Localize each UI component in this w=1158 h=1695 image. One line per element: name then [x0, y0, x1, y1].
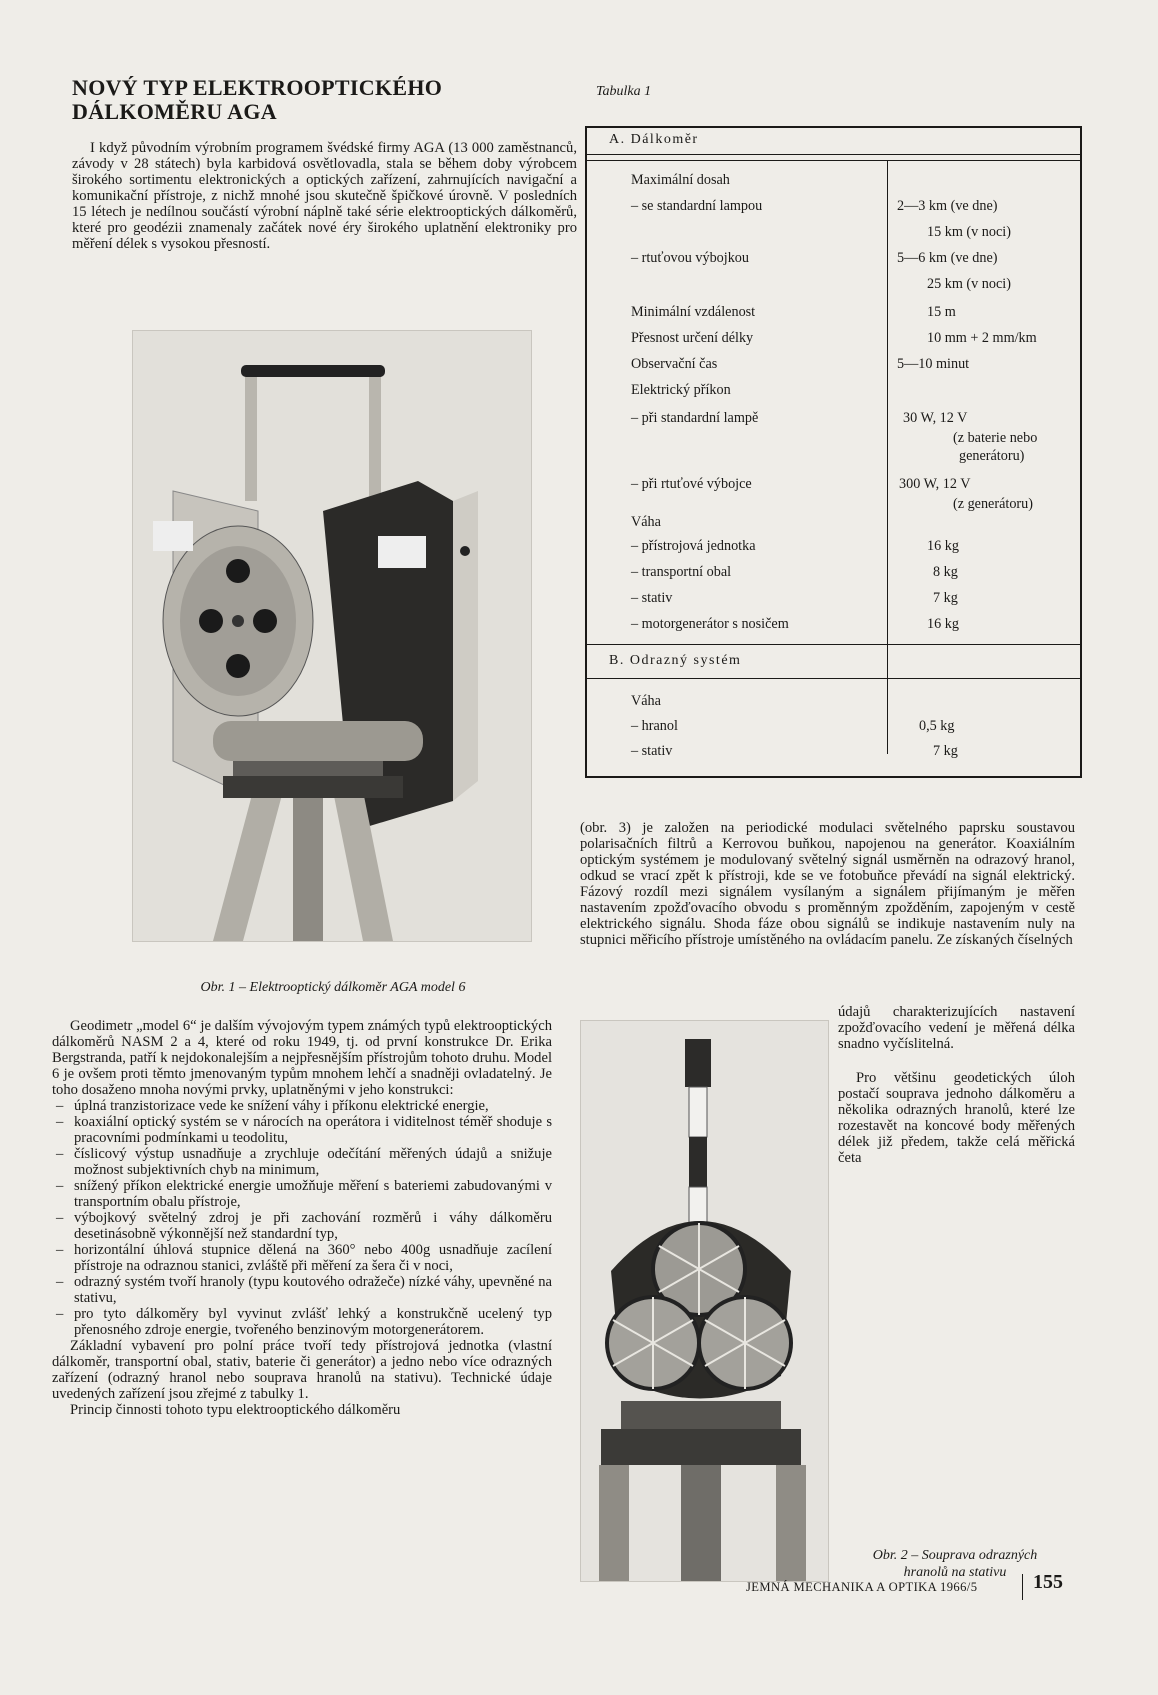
- table-row: Elektrický příkon: [631, 382, 731, 398]
- feature-item: – číslicový výstup usnadňuje a zrychluje odečítání měřených údajů a snižuje možnost subjektivních chyb na minimum,: [52, 1146, 552, 1178]
- table-row: – se standardní lampou 2—3 km (ve dne): [631, 198, 998, 214]
- feature-item: – pro tyto dálkoměry byl vyvinut zvlášť lehký a konstrukčně ucelený typ přenosného zdroje energie, tvořeného benzinovým motorgenerátorem.: [52, 1306, 552, 1338]
- journal-footer: JEMNÁ MECHANIKA A OPTIKA 1966/5: [746, 1580, 978, 1594]
- table-row: 15 km (v noci): [927, 224, 1011, 240]
- table-row: Přesnost určení délky 10 mm + 2 mm/km: [631, 330, 1037, 346]
- page-number: 155: [1033, 1571, 1063, 1593]
- prism-set-illustration: [581, 1021, 828, 1581]
- table-row: Váha: [631, 514, 661, 530]
- article-title-line2: DÁLKOMĚRU AGA: [72, 99, 277, 124]
- feature-item: – odrazný systém tvoří hranoly (typu koutového odražeče) nízké váhy, upevněné na stativu,: [52, 1274, 552, 1306]
- article-title: [72, 76, 472, 124]
- table-label: Tabulka 1: [596, 84, 652, 99]
- feature-item: – snížený příkon elektrické energie umožňuje měření s bateriemi zabudovanými v transportním obalu přístroje,: [52, 1178, 552, 1210]
- left-column-body: [52, 1018, 552, 1418]
- figure-2-caption-line1: Obr. 2 – Souprava odrazných: [872, 1548, 1038, 1563]
- right-paragraph-1-continued: údajů charakterizujících nastavení zpožďovacího vedení je měřená délka snadno vyčíslitelná.: [838, 1004, 1075, 1052]
- rangefinder-illustration: [133, 331, 531, 941]
- table-row: Maximální dosah: [631, 172, 730, 188]
- figure-2-photo: [580, 1020, 829, 1582]
- table-row: – stativ 7 kg: [631, 743, 958, 759]
- table-row: – stativ 7 kg: [631, 590, 958, 606]
- technical-data-table: [585, 126, 1082, 778]
- right-paragraph-2: Pro většinu geodetických úloh postačí souprava jednoho dálkoměru a několika odrazných hranolů, které lze rozestavět na koncové body měřených délek již předem, takže celá měřická četa: [838, 1070, 1075, 1166]
- table-section-b-heading: B. Odrazný systém: [609, 653, 742, 668]
- table-row: – motorgenerátor s nosičem 16 kg: [631, 616, 959, 632]
- table-row: Váha: [631, 693, 661, 709]
- feature-item: – úplná tranzistorizace vede ke snížení váhy i příkonu elektrické energie,: [52, 1098, 552, 1114]
- feature-list: [52, 1098, 552, 1338]
- body-paragraph-1: Geodimetr „model 6“ je dalším vývojovým typem známých typů elektrooptických dálkoměrů NASM 2 a 4, které od roku 1949, tj. od první konstrukce Dr. Erika Bergstranda, patří k nejdokonalejším a nejpřesnějším přístrojům tohoto druhu. Model 6 je ovšem proti těmto jmenovaným typům mnohem lehčí a snadněji ovladatelný. Je toho dosaženo mnoha novými prvky, uplatněnými v jeho konstrukci:: [52, 1018, 552, 1098]
- table-row: – rtuťovou výbojkou 5—6 km (ve dne): [631, 250, 998, 266]
- figure-1-caption: Obr. 1 – Elektrooptický dálkoměr AGA model 6: [200, 980, 466, 995]
- article-title-line1: NOVÝ TYP ELEKTROOPTICKÉHO: [72, 75, 443, 100]
- feature-item: – koaxiální optický systém se v nárocích na operátora i viditelnost téměř shoduje s pracovními podmínkami u teodolitu,: [52, 1114, 552, 1146]
- table-row: (z baterie nebo: [953, 430, 1038, 446]
- body-paragraph-2: Základní vybavení pro polní práce tvoří tedy přístrojová jednotka (vlastní dálkoměr, transportní obal, stativ, baterie či generátor) a jedno nebo více odrazných zařízení (odrazný hranol nebo souprava hranolů na stativu). Technické údaje uvedených zařízení jsou zřejmé z tabulky 1.: [52, 1338, 552, 1402]
- figure-1-photo: [132, 330, 532, 942]
- table-row: Observační čas 5—10 minut: [631, 356, 970, 372]
- table-row: Minimální vzdálenost 15 m: [631, 304, 956, 320]
- table-row: 25 km (v noci): [927, 276, 1011, 292]
- table-row: – transportní obal 8 kg: [631, 564, 958, 580]
- figure-2-caption-line2: hranolů na stativu: [903, 1565, 1007, 1580]
- feature-item: – výbojkový světelný zdroj je při zachování rozměrů i váhy dálkoměru desetinásobně výkonnější než standardní typ,: [52, 1210, 552, 1242]
- table-row: – při rtuťové výbojce 300 W, 12 V: [631, 476, 971, 492]
- table-section-a-heading: A. Dálkoměr: [609, 132, 699, 147]
- body-paragraph-3: Princip činnosti tohoto typu elektrooptického dálkoměru: [70, 1402, 401, 1418]
- intro-paragraph: I když původním výrobním programem švédské firmy AGA (13 000 zaměstnanců, závody v 28 státech) byla karbidová osvětlovadla, stala se během doby výrobcem širokého sortimentu elektronických a optických zařízení, zahrnujících navigační a komunikační přístroje, z nichž mnohé jsou skutečně špičkové úrovně. V posledních 15 létech je nedílnou součástí výrobní náplně také série elektrooptických dálkoměrů, které pro geodézii znamenaly začátek nové éry širokého uplatnění elektroniky pro měření délek s vysokou přesností.: [72, 140, 577, 252]
- feature-item: – horizontální úhlová stupnice dělená na 360° nebo 400g usnadňuje zacílení přístroje na odraznou stanici, zvláště při měření za šera či v noci,: [52, 1242, 552, 1274]
- table-row: generátoru): [959, 448, 1025, 464]
- table-row: (z generátoru): [953, 496, 1033, 512]
- table-row: – při standardní lampě 30 W, 12 V: [631, 410, 968, 426]
- table-row: – hranol 0,5 kg: [631, 718, 955, 734]
- table-row: – přístrojová jednotka 16 kg: [631, 538, 959, 554]
- right-paragraph-1: (obr. 3) je založen na periodické modulaci světelného paprsku soustavou polarisačních filtrů a Kerrovou buňkou, napojenou na generátor. Koaxiálním optickým systémem je modulovaný světelný signál usměrněn na odrazový hranol, odkud se vrací zpět k přístroji, kde se ve fotobuňce převádí na signál elektrický. Fázový rozdíl mezi signálem vysílaným a signálem přijímaným je měřen nastavením zpožďovacího obvodu s proměnným zpožděním, zapojeným v cestě elektrického signálu. Shoda fáze obou signálů se indikuje nastavením nuly na stupnici měřicího přístroje umístěného na ovládacím panelu. Ze získaných číselných: [580, 820, 1075, 948]
- footer-divider: [1022, 1574, 1023, 1600]
